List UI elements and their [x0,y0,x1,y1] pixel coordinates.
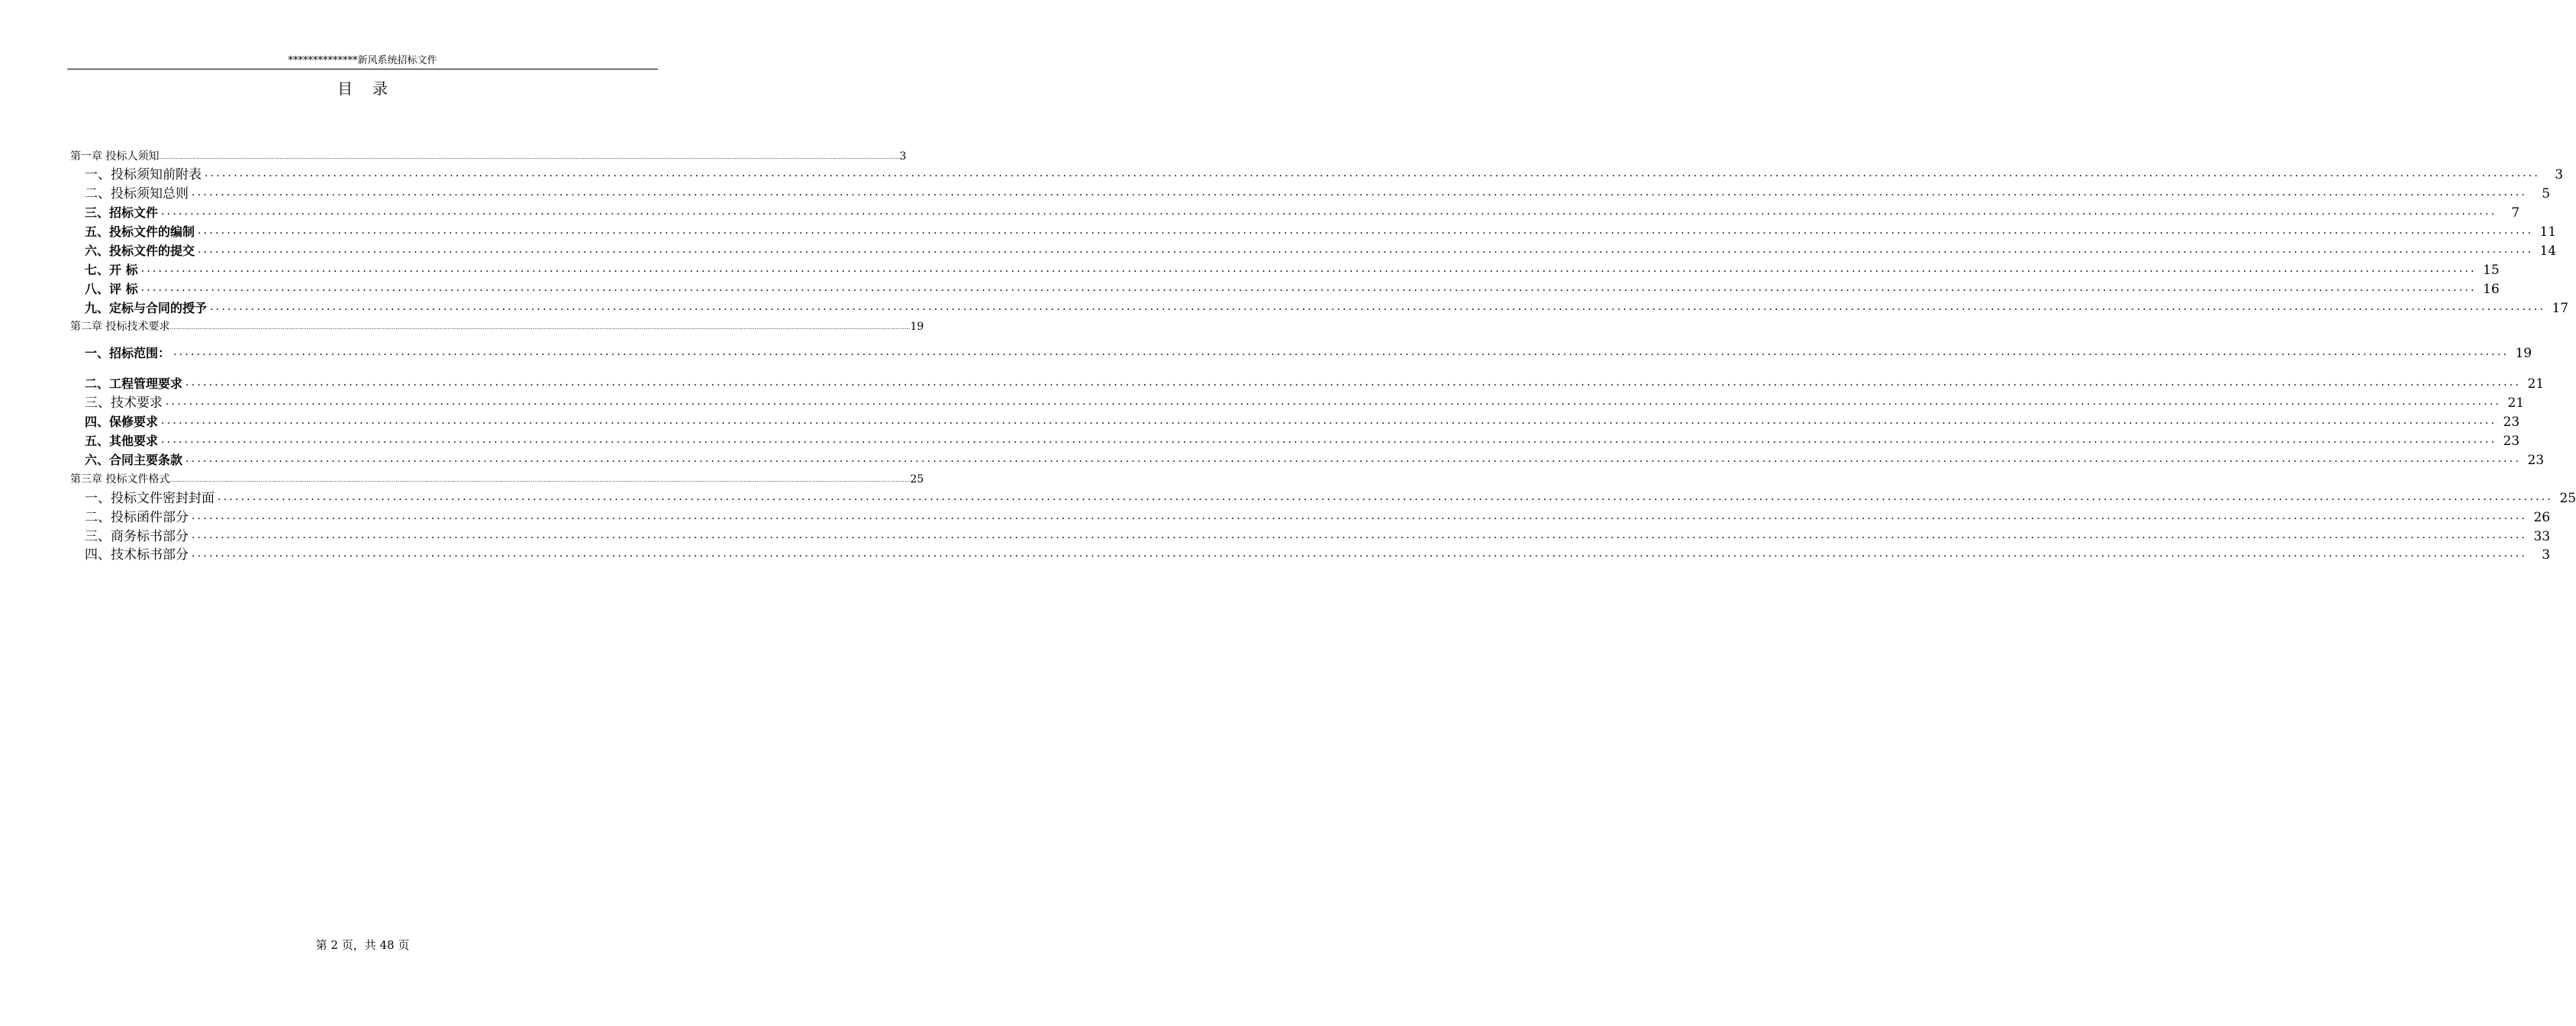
toc-entry-page: 16 [2483,282,2500,297]
toc-entry-page: 23 [2527,453,2545,468]
toc-leader-dots: ................................................................................................................................................................................................................................................................................................................................................................................................................ [161,205,2497,218]
toc-leader-dots: ................................................................................................................................................................................................................................................................................................................................................................................................................ [192,547,2528,560]
toc-entry-page: 21 [2527,376,2545,392]
toc-entry-page: 11 [2539,224,2557,240]
toc-entry[interactable] [85,374,2545,392]
toc-entry-page: 14 [2539,244,2557,259]
toc-entry-page: 7 [2511,205,2520,221]
toc-leader-dots: ................................................................................................................................................................................................................................................................................................................................................................................................................ [169,477,911,483]
page-title: 目录 [337,79,408,98]
toc-entry-page: 3 [899,150,907,163]
toc-entry-page: 3 [2542,547,2551,563]
toc-entry[interactable] [85,344,2532,362]
toc-leader-dots: ................................................................................................................................................................................................................................................................................................................................................................................................................ [161,415,2497,427]
toc-entry-label: 三、招标文件 [85,205,159,220]
toc-entry[interactable] [70,320,924,334]
toc-entry-label: 一、投标须知前附表 [85,167,202,182]
toc-entry-label: 四、技术标书部分 [85,547,189,563]
toc-entry-label: 六、合同主要条款 [85,453,183,467]
toc-entry[interactable] [85,508,2551,526]
toc-leader-dots: ................................................................................................................................................................................................................................................................................................................................................................................................................ [210,301,2546,313]
toc-leader-dots: ................................................................................................................................................................................................................................................................................................................................................................................................................ [161,434,2497,446]
toc-entry[interactable] [85,241,2557,260]
toc-entry-label: 三、商务标书部分 [85,529,189,544]
toc-entry-label: 五、投标文件的编制 [85,224,195,239]
toc-leader-dots: ................................................................................................................................................................................................................................................................................................................................................................................................................ [169,324,911,331]
toc-leader-dots: ................................................................................................................................................................................................................................................................................................................................................................................................................ [159,154,900,160]
toc-entry[interactable] [85,222,2557,240]
toc-entry-page: 23 [2503,415,2520,430]
toc-entry[interactable] [85,450,2545,469]
toc-entry-label: 七、开 标 [85,263,138,277]
toc-entry-page: 19 [910,321,924,333]
toc-entry-page: 19 [2515,346,2532,361]
toc-entry-label: 六、投标文件的提交 [85,244,195,258]
toc-entry-label: 三、技术要求 [85,395,163,411]
toc-leader-dots: ................................................................................................................................................................................................................................................................................................................................................................................................................ [205,167,2541,179]
toc-entry-page: 3 [2555,167,2564,182]
toc-entry[interactable] [85,412,2520,431]
toc-entry-label: 二、投标函件部分 [85,510,189,525]
toc-entry[interactable] [85,260,2500,279]
toc-entry[interactable] [85,279,2500,298]
toc-entry-label: 第二章 投标技术要求 [70,321,170,333]
toc-leader-dots: ................................................................................................................................................................................................................................................................................................................................................................................................................ [185,376,2522,389]
page-header: **************新风系统招标文件 [67,53,658,69]
toc-leader-dots: ................................................................................................................................................................................................................................................................................................................................................................................................................ [166,395,2502,408]
toc-entry[interactable] [85,203,2520,221]
toc-entry[interactable] [70,473,924,486]
toc-entry[interactable] [85,165,2564,183]
toc-leader-dots: ................................................................................................................................................................................................................................................................................................................................................................................................................ [173,346,2510,358]
toc-entry-page: 25 [910,473,924,486]
toc-entry-page: 23 [2503,434,2520,449]
toc-entry-label: 九、定标与合同的授予 [85,301,208,315]
toc-entry[interactable] [70,150,907,163]
toc-entry[interactable] [85,527,2551,545]
toc-entry-page: 21 [2507,395,2525,411]
toc-leader-dots: ................................................................................................................................................................................................................................................................................................................................................................................................................ [192,529,2528,541]
toc-leader-dots: ................................................................................................................................................................................................................................................................................................................................................................................................................ [140,282,2477,294]
toc-entry[interactable] [85,545,2551,563]
toc-entry[interactable] [85,298,2569,317]
toc-entry-label: 八、评 标 [85,282,138,296]
toc-entry-label: 二、工程管理要求 [85,376,183,391]
toc-entry-label: 第一章 投标人须知 [70,150,160,163]
toc-entry-page: 33 [2533,529,2551,544]
toc-entry-page: 17 [2552,301,2569,316]
toc-entry[interactable] [85,184,2551,202]
toc-entry-page: 5 [2542,186,2551,202]
toc-entry[interactable] [85,489,2576,507]
toc-leader-dots: ................................................................................................................................................................................................................................................................................................................................................................................................................ [198,224,2534,237]
toc-leader-dots: ................................................................................................................................................................................................................................................................................................................................................................................................................ [198,244,2534,256]
toc-entry-label: 二、投标须知总则 [85,186,189,202]
toc-leader-dots: ................................................................................................................................................................................................................................................................................................................................................................................................................ [218,491,2554,503]
toc-entry-page: 25 [2559,491,2576,506]
page-footer: 第 2 页，共 48 页 [315,938,410,952]
toc-leader-dots: ................................................................................................................................................................................................................................................................................................................................................................................................................ [192,186,2528,198]
toc-entry[interactable] [85,431,2520,450]
toc-entry-label: 一、招标范围： [85,346,171,360]
toc-entry-label: 五、其他要求 [85,434,159,448]
toc-entry-label: 第三章 投标文件格式 [70,473,170,486]
toc-entry-label: 一、投标文件密封封面 [85,491,214,506]
toc-leader-dots: ................................................................................................................................................................................................................................................................................................................................................................................................................ [185,453,2522,465]
toc-entry-page: 26 [2533,510,2551,525]
toc-leader-dots: ................................................................................................................................................................................................................................................................................................................................................................................................................ [140,263,2477,275]
toc-leader-dots: ................................................................................................................................................................................................................................................................................................................................................................................................................ [192,510,2528,522]
toc-entry[interactable] [85,393,2525,411]
toc-entry-page: 15 [2483,263,2500,278]
toc-entry-label: 四、保修要求 [85,415,159,429]
